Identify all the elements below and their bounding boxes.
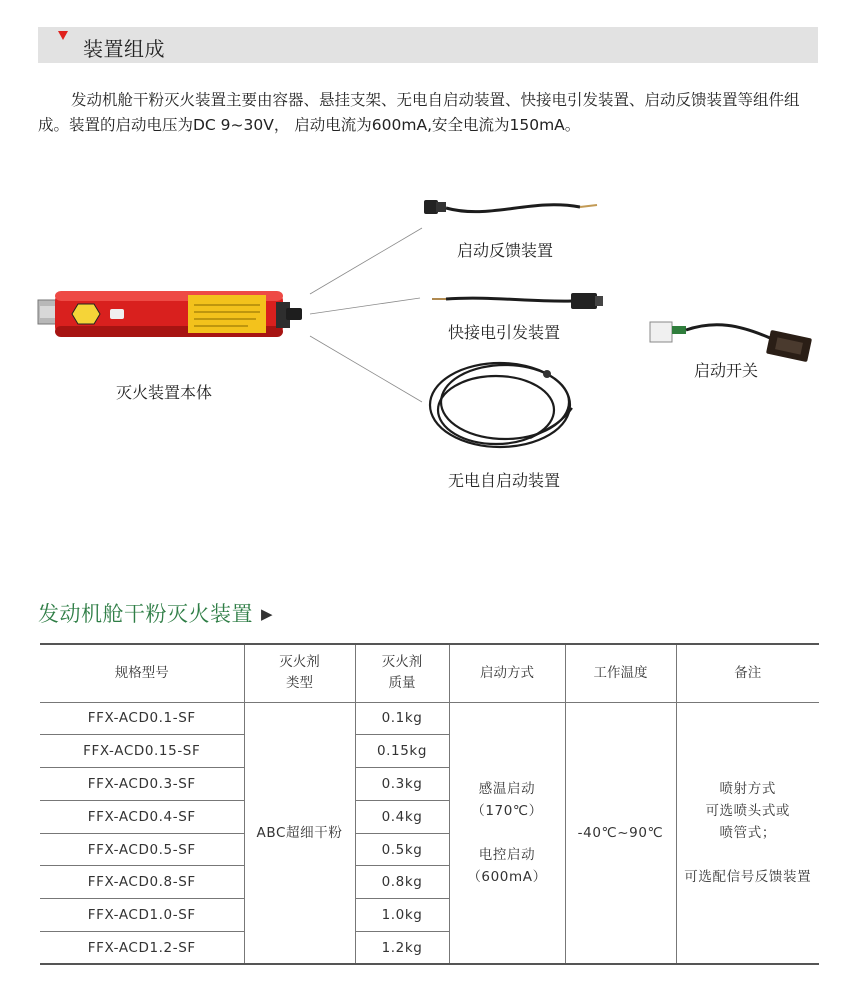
non-electric-self-start-device-image — [430, 363, 572, 447]
mass-cell: 0.4kg — [355, 800, 449, 833]
start-switch-caption: 启动开关 — [694, 361, 759, 380]
note-cell: 喷射方式 可选喷头式或 喷管式； 可选配信号反馈装置 — [676, 702, 819, 964]
mass-cell: 1.0kg — [355, 899, 449, 932]
play-arrow-icon: ▶ — [261, 605, 274, 623]
model-cell: FFX-ACD0.4-SF — [40, 800, 244, 833]
start-feedback-caption: 启动反馈装置 — [457, 241, 554, 260]
header-start-mode: 启动方式 — [449, 644, 565, 702]
self-start-caption: 无电自启动装置 — [448, 471, 561, 490]
model-cell: FFX-ACD0.1-SF — [40, 702, 244, 735]
agent-type-cell: ABC超细干粉 — [244, 702, 355, 964]
table-header-row — [40, 644, 819, 702]
quick-connect-igniter-image — [432, 293, 603, 309]
mass-cell: 1.2kg — [355, 932, 449, 965]
mass-cell: 0.3kg — [355, 768, 449, 801]
product-heading — [38, 598, 273, 628]
mass-cell: 0.1kg — [355, 702, 449, 735]
quick-connect-caption: 快接电引发装置 — [448, 323, 561, 342]
model-cell: FFX-ACD1.2-SF — [40, 932, 244, 965]
red-triangle-icon — [58, 31, 68, 40]
header-temp: 工作温度 — [565, 644, 676, 702]
section-title: 装置组成 — [83, 37, 165, 61]
mass-cell: 0.15kg — [355, 735, 449, 768]
model-cell: FFX-ACD1.0-SF — [40, 899, 244, 932]
extinguisher-body-image — [38, 291, 302, 337]
header-note: 备注 — [676, 644, 819, 702]
product-heading-text: 发动机舱干粉灭火装置 — [38, 602, 253, 626]
mass-cell: 0.8kg — [355, 866, 449, 899]
section-header — [38, 27, 818, 63]
model-cell: FFX-ACD0.15-SF — [40, 735, 244, 768]
temp-range-cell: -40℃~90℃ — [565, 702, 676, 964]
start-mode-cell: 感温启动 （170℃） 电控启动 （600mA） — [449, 702, 565, 964]
header-model: 规格型号 — [40, 644, 244, 702]
model-cell: FFX-ACD0.8-SF — [40, 866, 244, 899]
start-switch-image — [650, 322, 812, 362]
header-agent-type: 灭火剂 类型 — [244, 644, 355, 702]
mass-cell: 0.5kg — [355, 833, 449, 866]
product-diagram — [0, 160, 851, 510]
diagram-illustration — [0, 160, 851, 510]
header-agent-mass: 灭火剂 质量 — [355, 644, 449, 702]
intro-paragraph: 发动机舱干粉灭火装置主要由容器、悬挂支架、无电自启动装置、快接电引发装置、启动反馈装置等组件组成。装置的启动电压为DC 9~30V， 启动电流为600mA,安全电流为150mA。 — [38, 91, 800, 134]
start-feedback-device-image — [424, 200, 597, 214]
table-row — [40, 702, 819, 735]
spec-table — [40, 643, 819, 965]
model-cell: FFX-ACD0.5-SF — [40, 833, 244, 866]
main-body-caption: 灭火装置本体 — [116, 383, 213, 402]
model-cell: FFX-ACD0.3-SF — [40, 768, 244, 801]
